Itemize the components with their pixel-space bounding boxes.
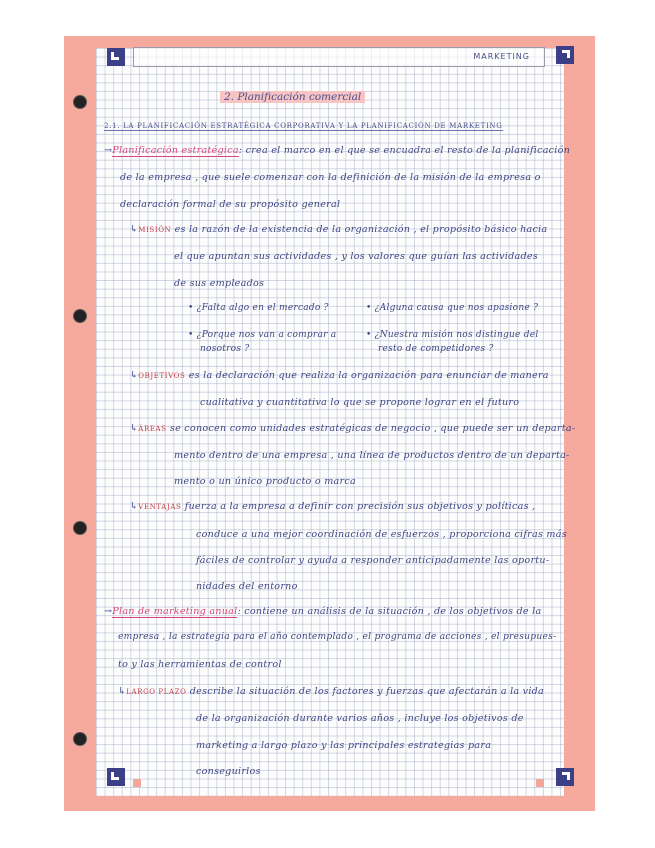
note-line: to y las herramientas de control [118,659,282,670]
brand-logo-icon [556,46,574,64]
bullet-question: nosotros ? [200,344,250,354]
note-line: nidades del entorno [196,581,298,592]
bullet-question: • ¿Falta algo en el mercado ? [188,303,329,313]
note-line: marketing a largo plazo y las principales estrategias para [196,740,492,751]
binder-hole [74,522,86,534]
note-line: empresa , la estrategia para el año contemplado , el programa de acciones , el presupues- [118,632,557,642]
note-line [130,370,549,381]
binder-hole [74,733,86,745]
note-line: el que apuntan sus actividades , y los valores que guían las actividades [174,251,538,262]
corner-mark [536,779,544,787]
section-heading-text: 2.1. LA PLANIFICACIÓN ESTRATÉGICA CORPORATIVA Y LA PLANIFICACIÓN DE MARKETING [104,122,503,130]
brand-logo-icon [107,48,125,66]
note-line: de la empresa , que suele comenzar con la definición de la misión de la empresa o [120,172,541,183]
note-text: : contiene un análisis de la situación , de los objetivos de la [237,606,542,617]
term-ventajas: VENTAJAS [138,503,182,511]
note-text: es la declaración que realiza la organización para enunciar de manera [188,370,549,381]
sub-arrow-icon: ↳ [130,224,139,235]
note-line: de sus empleados [174,278,265,289]
note-line [130,501,535,512]
arrow-icon: → [104,606,113,617]
bullet-question: • ¿Nuestra misión nos distingue del [366,330,539,340]
note-line: mento dentro de una empresa , una línea de productos dentro de un departa- [174,450,570,461]
term-areas: ÁREAS [138,425,167,433]
term-objetivos: OBJETIVOS [138,372,186,380]
note-line [104,606,541,617]
term-largo-plazo: LARGO PLAZO [126,688,187,696]
note-line: de la organización durante varios años , incluye los objetivos de [196,713,524,724]
note-line [104,145,570,156]
sub-arrow-icon: ↳ [118,686,127,697]
note-line [130,423,575,434]
page-title: 2. Planificación comercial [220,91,365,103]
term-mision: MISIÓN [138,226,172,234]
sub-arrow-icon: ↳ [130,501,139,512]
graph-paper [96,48,564,796]
note-text: es la razón de la existencia de la organización , el propósito básico hacia [174,224,548,235]
note-line: conduce a una mejor coordinación de esfuerzos , proporciona cifras más [196,529,567,540]
note-line [130,224,547,235]
note-line: cualitativa y cuantitativa lo que se propone lograr en el futuro [200,397,520,408]
note-text: se conocen como unidades estratégicas de negocio , que puede ser un departa- [169,423,576,434]
section-heading [104,122,503,130]
header-box [133,47,545,67]
term-plan-marketing-anual: Plan de marketing anual [112,606,238,617]
note-text: describe la situación de los factores y fuerzas que afectarán a la vida [189,686,545,697]
corner-mark [133,779,141,787]
brand-logo-icon [556,768,574,786]
note-line: mento o un único producto o marca [174,476,356,487]
arrow-icon: → [104,145,113,156]
note-line: declaración formal de su propósito general [120,199,341,210]
binder-hole [74,310,86,322]
note-text: : crea el marco en el que se encuadra el resto de la planificación [238,145,571,156]
note-line: conseguirlos [196,766,261,777]
note-text: fuerza a la empresa a definir con precisión sus objetivos y políticas , [184,501,536,512]
bullet-question: • ¿Porque nos van a comprar a [188,330,337,340]
sub-arrow-icon: ↳ [130,423,139,434]
bullet-question: • ¿Alguna causa que nos apasione ? [366,303,539,313]
brand-logo-icon [107,768,125,786]
subject-label: MARKETING [473,52,530,61]
note-line: fáciles de controlar y ayuda a responder anticipadamente las oportu- [196,555,550,566]
binder-hole [74,96,86,108]
note-line [118,686,544,697]
sub-arrow-icon: ↳ [130,370,139,381]
bullet-question: resto de competidores ? [378,344,494,354]
term-planificacion-estrategica: Planificación estratégica [112,145,239,156]
